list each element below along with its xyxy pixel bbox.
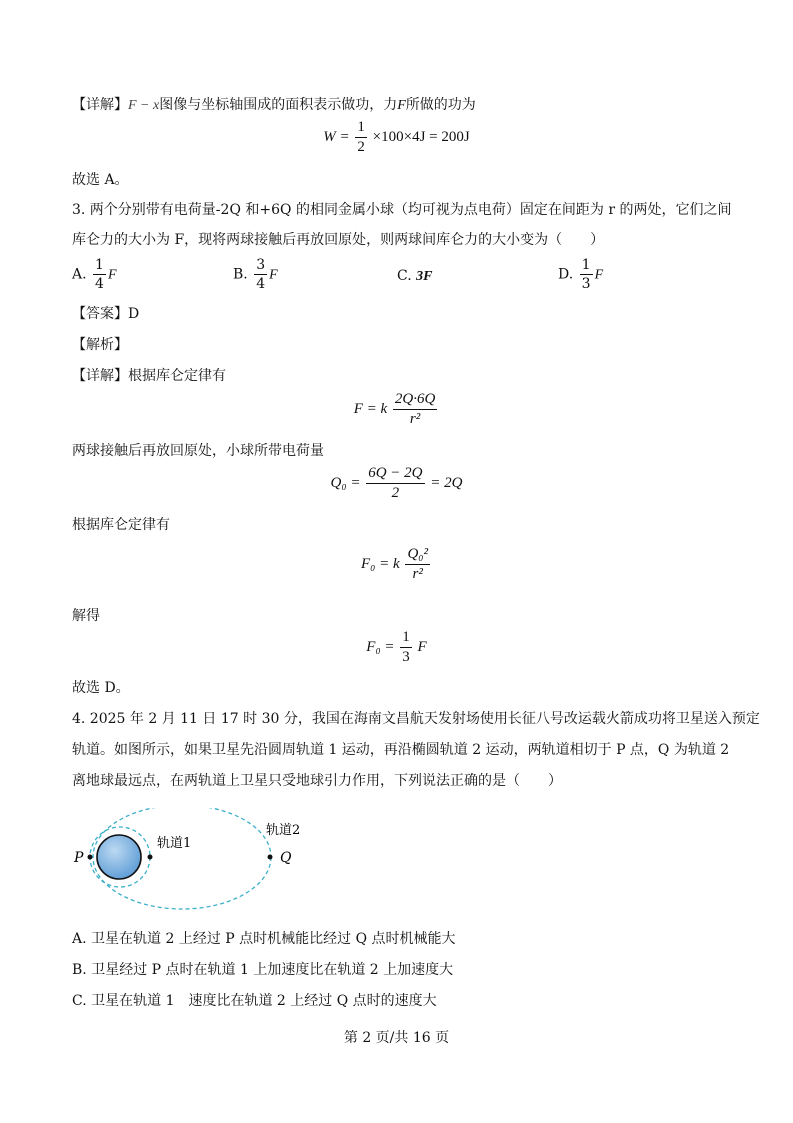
option-value: 3F xyxy=(416,269,433,284)
option-letter: B. xyxy=(233,266,248,283)
label-orbit1: 轨道1 xyxy=(157,836,192,851)
q3-coulomb-text: 根据库仑定律有 xyxy=(72,517,170,533)
work-lhs: W = xyxy=(323,128,350,145)
work-rhs: ×100×4J = 200J xyxy=(372,128,470,145)
work-fraction xyxy=(355,120,367,155)
q3-eq1 xyxy=(0,392,793,427)
eq2-lhs: Q₀ = xyxy=(330,474,361,491)
option-suffix: F xyxy=(594,267,604,283)
option-letter: C. xyxy=(397,268,412,284)
option-a-fraction xyxy=(93,258,106,291)
label-q: Q xyxy=(280,850,292,866)
fx-formula: F − x xyxy=(128,98,160,113)
point-p xyxy=(88,855,93,860)
q3-eq4 xyxy=(0,630,793,665)
q3-eq2 xyxy=(0,466,793,501)
q4-line2: 轨道。如图所示，如果卫星先沿圆周轨道 1 运动，再沿椭圆轨道 2 运动，两轨道相切于 P 点，Q 为轨道 2 xyxy=(72,742,730,758)
eq3-den: r² xyxy=(412,566,423,582)
q3-option-b xyxy=(233,258,278,291)
eq4-num: 1 xyxy=(400,630,412,648)
eq3-lhs: F₀ = k xyxy=(361,555,400,572)
frac-den: 4 xyxy=(95,276,104,292)
frac-den: 3 xyxy=(581,276,591,292)
eq1-lhs: F = k xyxy=(353,400,388,417)
detail-text: 图像与坐标轴围成的面积表示做功，力 xyxy=(159,97,398,113)
eq1-num: 2Q·6Q xyxy=(393,392,437,410)
work-equation xyxy=(0,120,793,155)
q4-line3: 离地球最远点，在两轨道上卫星只受地球引力作用，下列说法正确的是（ ） xyxy=(72,773,562,789)
q3-option-d xyxy=(558,258,603,291)
eq2-num: 6Q − 2Q xyxy=(366,466,424,484)
label-p: P xyxy=(74,850,84,866)
q4-option-b: B. 卫星经过 P 点时在轨道 1 上加速度比在轨道 2 上加速度大 xyxy=(72,962,454,978)
q3-solve-text: 解得 xyxy=(72,608,100,624)
work-frac-den: 2 xyxy=(357,139,365,155)
q3-eq3 xyxy=(0,547,793,582)
eq2-rhs: = 2Q xyxy=(430,474,463,491)
q3-option-c xyxy=(397,268,432,285)
eq3-fraction xyxy=(405,547,430,582)
eq4-fraction xyxy=(400,630,412,665)
eq4-den: 3 xyxy=(402,649,410,665)
eq1-den: r² xyxy=(409,411,421,427)
earth xyxy=(97,835,141,879)
eq2-den: 2 xyxy=(391,485,400,501)
option-d-fraction xyxy=(580,258,593,291)
q4-option-c: C. 卫星在轨道 1 速度比在轨道 2 上经过 Q 点时的速度大 xyxy=(72,993,437,1009)
option-suffix: F xyxy=(269,267,278,283)
option-letter: A. xyxy=(72,266,87,283)
q3-contact-text: 两球接触后再放回原处，小球所带电荷量 xyxy=(72,443,324,459)
option-b-fraction xyxy=(254,258,267,291)
orbit-diagram xyxy=(66,808,326,920)
q3-detail: 【详解】根据库仑定律有 xyxy=(72,368,226,384)
detail-label: 【详解】 xyxy=(72,97,128,113)
eq3-num: Q₀² xyxy=(405,547,430,565)
option-suffix: F xyxy=(107,267,117,283)
work-frac-num: 1 xyxy=(355,120,367,138)
point-q xyxy=(268,855,273,860)
frac-num: 3 xyxy=(256,257,266,273)
eq1-fraction xyxy=(393,392,437,427)
eq4-lhs: F₀ = xyxy=(366,638,395,655)
detail-line-prev xyxy=(72,95,476,116)
q3-line1: 3. 两个分别带有电荷量-2Q 和+6Q 的相同金属小球（均可视为点电荷）固定在间距为 r 的两处，它们之间 xyxy=(72,202,732,218)
q3-answer: 【答案】D xyxy=(72,306,140,322)
page-footer: 第 2 页/共 16 页 xyxy=(343,1030,450,1046)
q3-line2: 库仑力的大小为 F，现将两球接触后再放回原处，则两球间库仑力的大小变为（ ） xyxy=(72,232,605,248)
q3-analysis: 【解析】 xyxy=(72,337,128,353)
conclusion-prev: 故选 A。 xyxy=(72,172,129,188)
q4-option-a: A. 卫星在轨道 2 上经过 P 点时机械能比经过 Q 点时机械能大 xyxy=(72,931,456,947)
point-orbit1-right xyxy=(148,855,153,860)
q4-line1: 4. 2025 年 2 月 11 日 17 时 30 分，我国在海南文昌航天发射场使用长征八号改运载火箭成功将卫星送入预定 xyxy=(72,711,760,727)
eq4-rhs: F xyxy=(417,638,427,655)
q3-option-a xyxy=(72,258,117,291)
option-letter: D. xyxy=(558,266,574,283)
q3-conclusion: 故选 D。 xyxy=(72,680,130,696)
eq2-fraction xyxy=(366,466,424,501)
label-orbit2: 轨道2 xyxy=(266,823,301,838)
frac-num: 1 xyxy=(95,257,104,273)
frac-num: 1 xyxy=(581,257,591,273)
force-symbol: F xyxy=(397,98,406,113)
detail-text2: 所做的功为 xyxy=(405,97,476,113)
frac-den: 4 xyxy=(256,276,266,292)
